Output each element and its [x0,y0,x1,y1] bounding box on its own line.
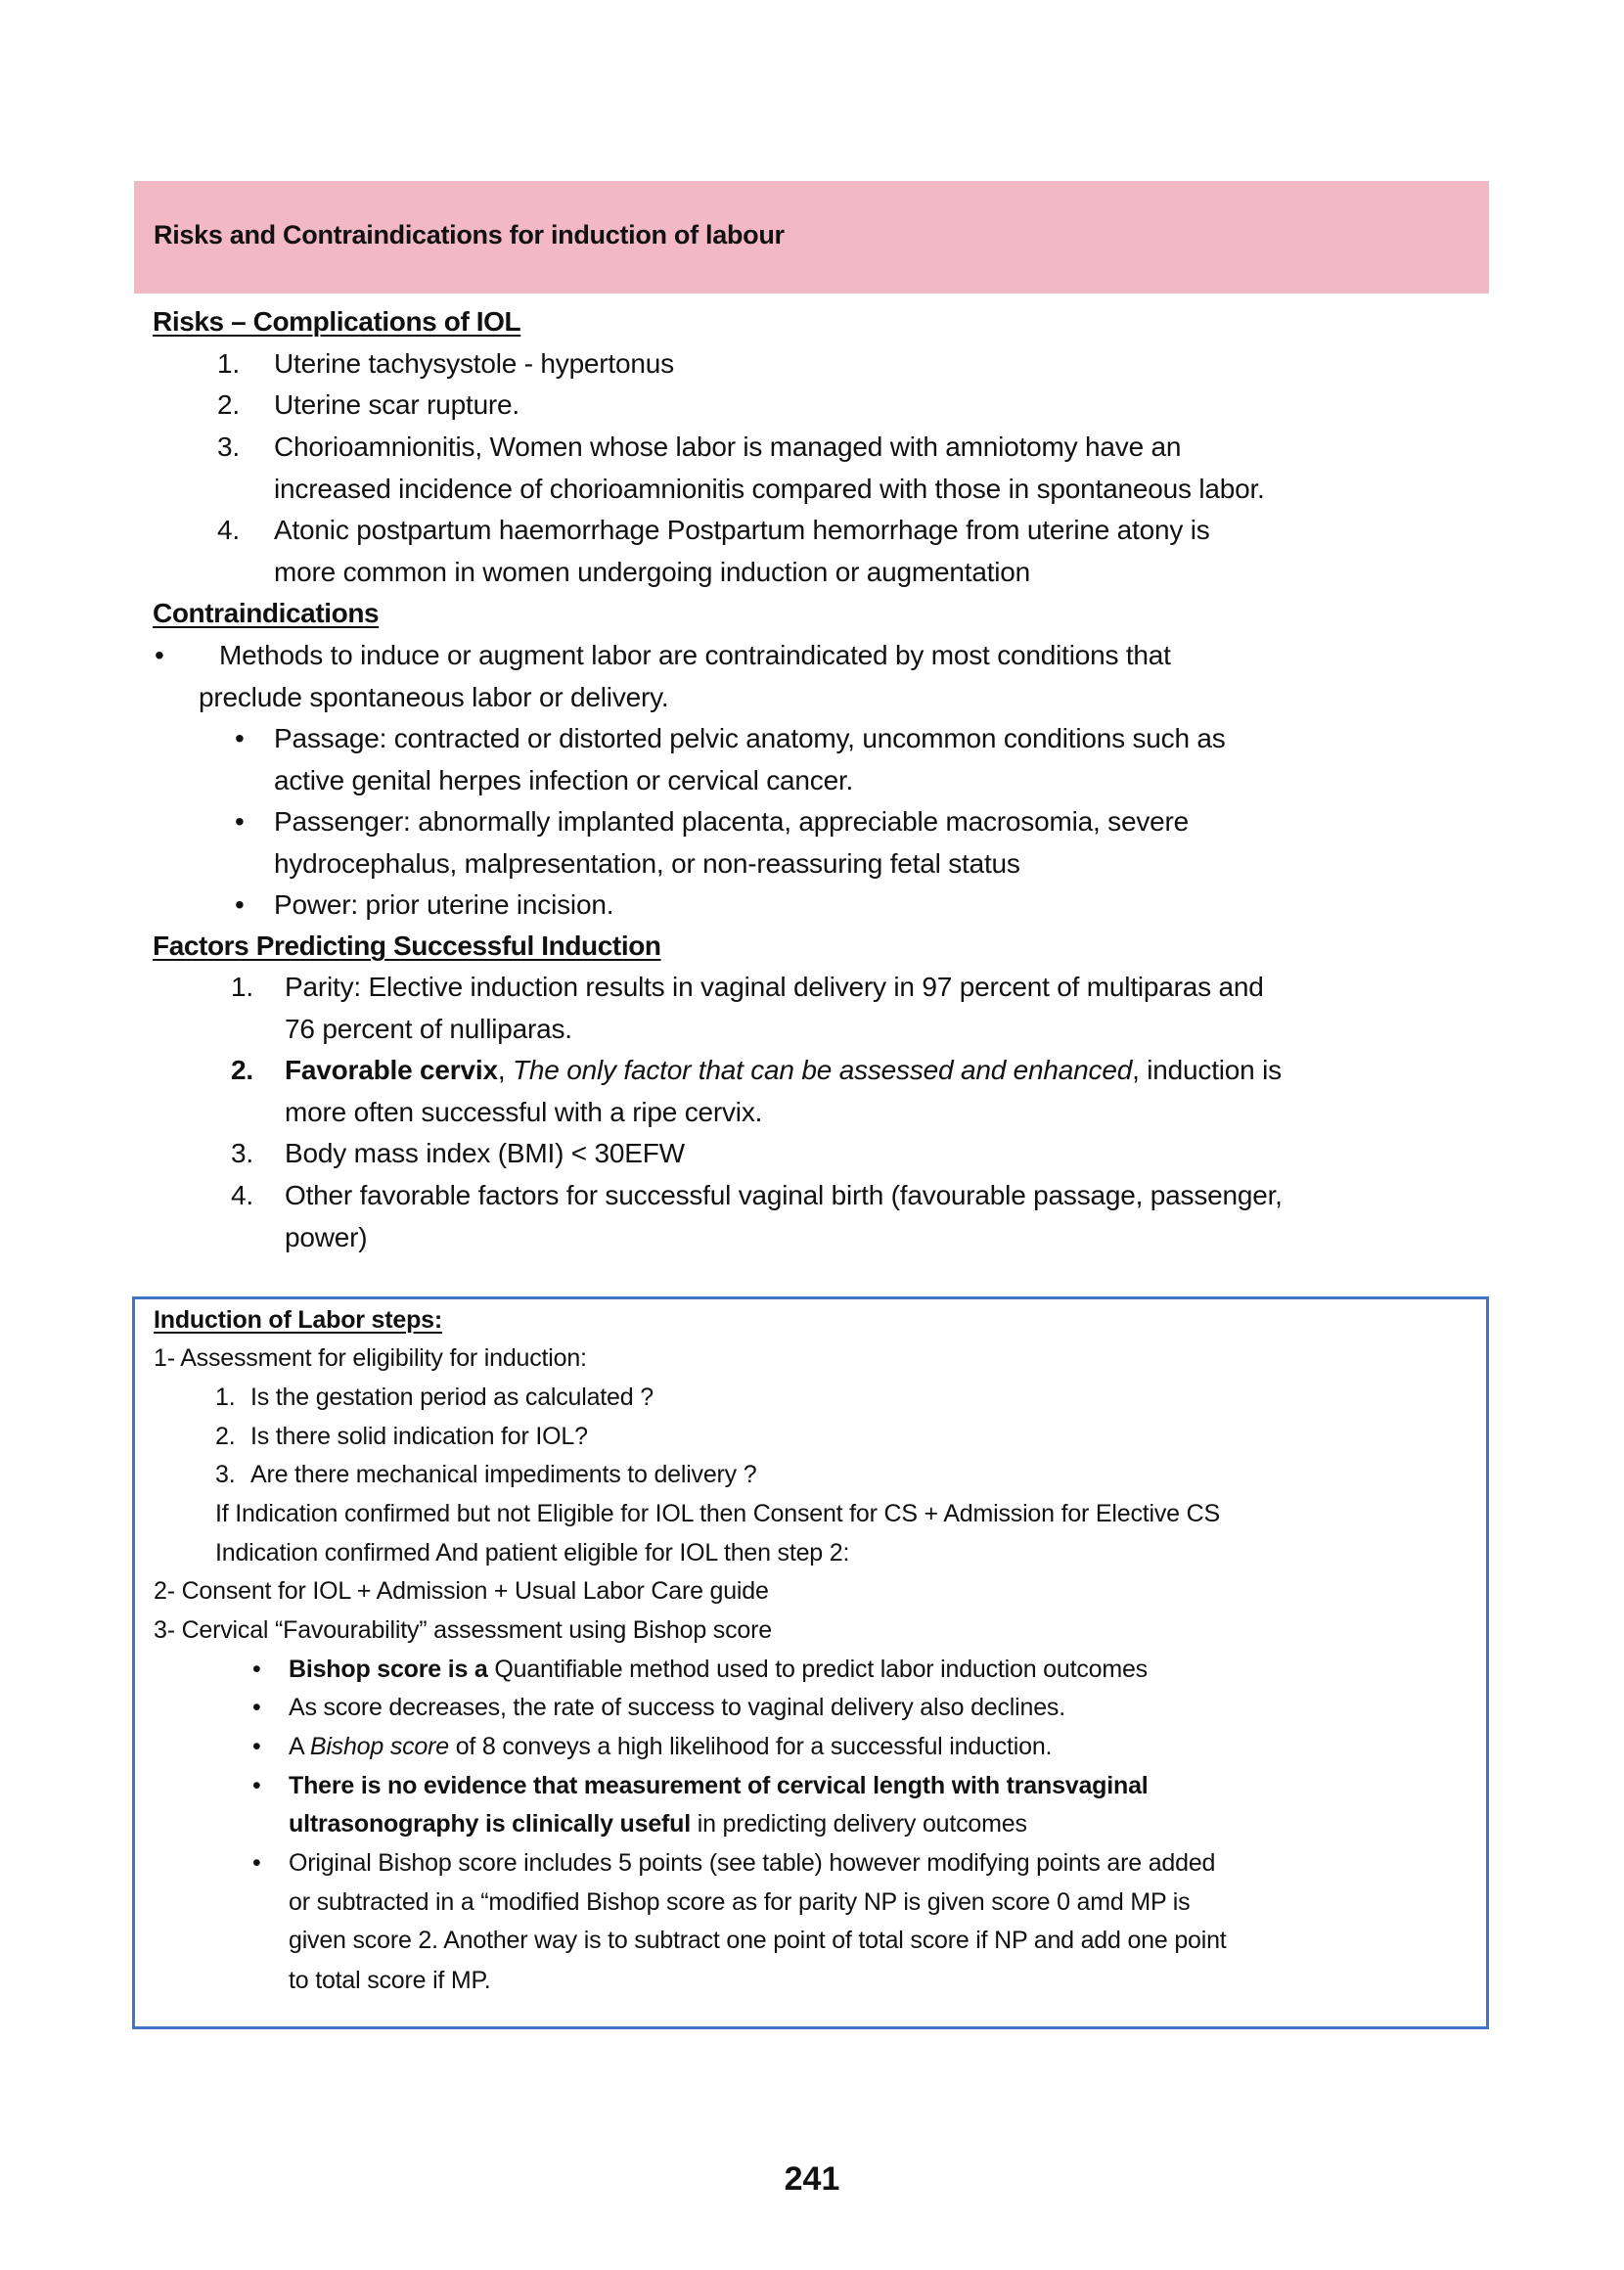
list-item: Other favorable factors for successful vaginal birth (favourable passage, passenger, [285,1180,1283,1210]
list-item-continued: increased incidence of chorioamnionitis compared with those in spontaneous labor. [274,474,1265,504]
list-item-continued: active genital herpes infection or cervical cancer. [274,765,854,795]
list-item: Power: prior uterine incision. [274,889,614,920]
list-number: 2. [217,389,240,420]
bullet-icon: • [252,1733,261,1760]
list-number: 1. [217,348,240,379]
list-item [285,1050,1282,1091]
list-item: Passenger: abnormally implanted placenta, appreciable macrosomia, severe [274,806,1189,837]
bullet-item-continued: given score 2. Another way is to subtract one point of total score if NP and add one point [289,1927,1227,1954]
bullet-item: As score decreases, the rate of success to vaginal delivery also declines. [289,1694,1065,1721]
list-number: 2. [215,1423,236,1450]
emphasis-italic: Bishop score [309,1733,449,1760]
bullet-item-continued [289,1805,1027,1842]
list-item-continued: hydrocephalus, malpresentation, or non-reassuring fetal status [274,848,1020,879]
list-number: 1. [231,972,253,1002]
bullet-icon: • [252,1694,261,1721]
risks-heading: Risks – Complications of IOL [153,306,521,337]
bullet-item: There is no evidence that measurement of cervical length with transvaginal [289,1772,1149,1799]
list-item-continued: power) [285,1222,368,1252]
list-item-continued: more common in women undergoing induction or augmentation [274,557,1031,587]
list-item: Uterine scar rupture. [274,389,520,420]
bullet-icon: • [252,1849,261,1877]
list-item: Is there solid indication for IOL? [250,1423,588,1450]
bullet-text: Quantifiable method used to predict labor induction outcomes [487,1656,1148,1683]
step-1: 1- Assessment for eligibility for induction: [154,1344,587,1372]
list-item-continued: more often successful with a ripe cervix. [285,1097,763,1127]
list-number: 3. [215,1461,236,1488]
bullet-icon: • [155,640,164,670]
list-item: Body mass index (BMI) < 30EFW [285,1138,685,1168]
list-item-continued: 76 percent of nulliparas. [285,1014,572,1044]
list-number: 4. [217,515,240,545]
list-item-rest: , induction is [1132,1055,1282,1085]
page-title: Risks and Contraindications for induction of labour [154,220,785,250]
bullet-item [289,1728,1052,1765]
list-item: Passage: contracted or distorted pelvic anatomy, uncommon conditions such as [274,723,1226,753]
factors-heading: Factors Predicting Successful Induction [153,931,661,961]
emphasis-bold: Bishop score is a [289,1656,488,1683]
list-number: 3. [231,1138,253,1168]
list-number: 2. [231,1055,253,1085]
bullet-icon: • [252,1656,261,1683]
separator: , [497,1055,513,1085]
steps-heading: Induction of Labor steps: [154,1306,442,1334]
emphasis-italic: The only factor that can be assessed and enhanced [513,1055,1133,1085]
bullet-item [289,1651,1148,1688]
list-item: Atonic postpartum haemorrhage Postpartum hemorrhage from uterine atony is [274,515,1210,545]
list-number: 3. [217,431,240,462]
list-number: 1. [215,1384,236,1411]
step-2: 2- Consent for IOL + Admission + Usual Labor Care guide [154,1577,769,1605]
contraindications-heading: Contraindications [153,598,380,628]
bullet-item: Original Bishop score includes 5 points (see table) however modifying points are added [289,1849,1216,1877]
bullet-icon: • [235,723,245,753]
bullet-text: in predicting delivery outcomes [690,1810,1027,1838]
emphasis-bold: ultrasonography is clinically useful [289,1810,691,1838]
step-note: Indication confirmed And patient eligible for IOL then step 2: [215,1539,850,1566]
list-number: 4. [231,1180,253,1210]
bullet-icon: • [235,889,245,920]
list-item: Methods to induce or augment labor are contraindicated by most conditions that [219,640,1171,670]
step-note: If Indication confirmed but not Eligible for IOL then Consent for CS + Admission for Elective CS [215,1500,1220,1527]
bullet-text: of 8 conveys a high likelihood for a successful induction. [448,1733,1053,1760]
page-number: 241 [784,2160,840,2198]
bullet-icon: • [235,806,245,837]
list-item: Uterine tachysystole - hypertonus [274,348,674,379]
list-item: Parity: Elective induction results in vaginal delivery in 97 percent of multiparas and [285,972,1264,1002]
step-3: 3- Cervical “Favourability” assessment using Bishop score [154,1616,772,1644]
list-item: Chorioamnionitis, Women whose labor is managed with amniotomy have an [274,431,1182,462]
bullet-icon: • [252,1772,261,1799]
bullet-item-continued: or subtracted in a “modified Bishop score as for parity NP is given score 0 amd MP is [289,1888,1191,1916]
bullet-item-continued: to total score if MP. [289,1967,491,1994]
bullet-text: A [289,1733,310,1760]
emphasis-bold: Favorable cervix [285,1055,498,1085]
list-item: Are there mechanical impediments to delivery ? [250,1461,757,1488]
list-item: Is the gestation period as calculated ? [250,1384,654,1411]
list-item-continued: preclude spontaneous labor or delivery. [199,682,669,712]
